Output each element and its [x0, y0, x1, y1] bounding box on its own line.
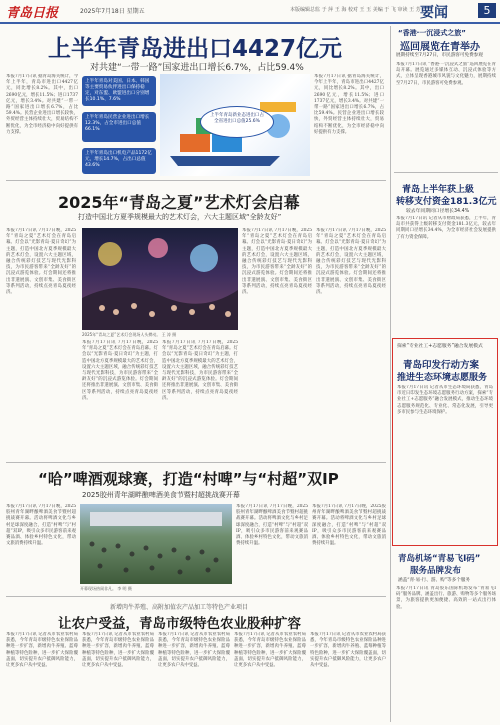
beer-body-col-1: 本报7月17日讯 7月17日晚，2025胶州青年湖畔酿啤酒美食节暨村超挑战赛开幕。活动将啤酒文化与乡村足球深度融合，打造“村啤”与“村超”双IP，吸引众多市民游客前来观赛品酒、体验乡村特色文化，带动文旅消费持续升温。 [6, 504, 76, 547]
arts-body-col-2: 本报7月17日讯 7月17日晚，2025年“青岛之夏”艺术灯会在青岛启幕。灯会以“光影青岛·夏日奇幻”为主题，打造中国北方夏季规模最大的艺术灯会，设置六大主题区域，融合传统彩灯技艺与现代光影科技，为市民游客带来“全龄友好”的沉浸式游览体验。灯会期间还将推出非遗展演、文创市集、美食街区等系列活动，持续点亮青岛夏夜经济。 [82, 340, 158, 401]
page-number: 5 [478, 3, 496, 18]
center-badge-text: 上半年青岛新业态进出口占全省进出口总值25.6% [210, 113, 264, 124]
center-badge [200, 106, 274, 138]
hk-kicker: “香港·一沉浸式之旅” [398, 29, 466, 37]
divider [6, 462, 386, 463]
issue-date: 2025年7月18日 星期五 [80, 8, 145, 15]
finance-headline: 青岛上半年获上級 [402, 185, 475, 195]
finance-headline-2: 转移支付资金181.3亿元 [396, 197, 497, 207]
highlighted-story-box [392, 338, 498, 546]
agri-body-col-5: 本报7月17日讯 记者从市农业农村局获悉，今年青岛市级特色农业保险品种进一步扩容，新增肉牛养殖、蓝莓种植等特色险种，进一步扩大保险覆盖面，切实提升农户抵御风险能力，让更多农户从中受益。 [310, 632, 386, 669]
airport-subtitle: 涵盖“青·易·行、游、购”等多个服务 [398, 578, 470, 583]
beer-body-col-2: 本报7月17日讯 7月17日晚，2025胶州青年湖畔酿啤酒美食节暨村超挑战赛开幕。活动将啤酒文化与乡村足球深度融合，打造“村啤”与“村超”双IP，吸引众多市民游客前来观赛品酒、体验乡村特色文化，带动文旅消费持续升温。 [236, 504, 308, 547]
info-box-2 [82, 112, 156, 142]
column-divider [390, 26, 391, 722]
lantern-photo-graphic [82, 228, 238, 330]
hk-subtitle: 展期持续至7月27日，市民游客可免费参观 [396, 53, 483, 58]
agri-body-col-2: 本报7月17日讯 记者从市农业农村局获悉，今年青岛市级特色农业保险品种进一步扩容，新增肉牛养殖、蓝莓种植等特色险种，进一步扩大保险覆盖面，切实提升农户抵御风险能力，让更多农户从中受益。 [82, 632, 154, 669]
eco-headline-2: 推进生态环境志愿服务 [397, 373, 488, 383]
lantern-photo [82, 228, 238, 330]
airport-headline: 青岛机场“青易飞I码” [398, 554, 481, 564]
lead-subtitle: 对共建“一带一路”国家进出口增长6.7%，占比59.4% [90, 63, 304, 73]
agri-body-col-1: 本报7月17日讯 记者从市农业农村局获悉，今年青岛市级特色农业保险品种进一步扩容，新增肉牛养殖、蓝莓种植等特色险种，进一步扩大保险覆盖面，切实提升农户抵御风险能力，让更多农户从中受益。 [6, 632, 78, 669]
lead-headline: 上半年青岛进出口4427亿元 [48, 36, 343, 62]
beer-festival-photo [80, 504, 232, 584]
beer-festival-photo-graphic [80, 504, 232, 584]
agri-body-col-3: 本报7月17日讯 记者从市农业农村局获悉，今年青岛市级特色农业保险品种进一步扩容，新增肉牛养殖、蓝莓种植等特色险种，进一步扩大保险覆盖面，切实提升农户抵御风险能力，让更多农户从中受益。 [158, 632, 230, 669]
editor-credits: 本版编辑总监 于 萍 王 海 校对 王 玉 美编 于 飞 审读 王 芳 [290, 7, 421, 13]
agri-body-col-4: 本报7月17日讯 记者从市农业农村局获悉，今年青岛市级特色农业保险品种进一步扩容，新增肉牛养殖、蓝莓种植等特色险种，进一步扩大保险覆盖面，切实提升农户抵御风险能力，让更多农户从中受益。 [234, 632, 306, 669]
section-title: 要闻 [420, 5, 448, 21]
divider [6, 180, 386, 181]
arts-headline: 2025年“青岛之夏”艺术灯会启幕 [58, 193, 300, 212]
hk-body: 本报7月17日讯 “香港·一沉浸式之旅”巡回展览在青岛开幕。展览通过多媒体互动、沉浸式体验等方式，立体呈现香港城市风貌与文化魅力，展期持续至7月27日，市民游客可免费参观。 [396, 62, 496, 86]
arts-body-col-5: 本报7月17日讯 7月17日晚，2025年“青岛之夏”艺术灯会在青岛启幕。灯会以“光影青岛·夏日奇幻”为主题，打造中国北方夏季规模最大的艺术灯会，设置六大主题区域，融合传统彩灯技艺与现代光影科技，为市民游客带来“全龄友好”的沉浸式游览体验。灯会期间还将推出非遗展演、文创市集、美食街区等系列活动，持续点亮青岛夏夜经济。 [316, 228, 386, 296]
info-box-1-text: 上半年青岛对美国、日本、韩国等主要贸易伙伴进出口保持稳定，对东盟、欧盟进出口分别增长10.1%、7.6% [85, 79, 150, 102]
lead-body-col-2: 本报7月17日讯 据青岛海关统计，今年上半年，青岛市进出口4427亿元，同比增长8.2%。其中，出口2690亿元，增长11.5%；进口1737亿元，增长3.4%。对共建“一带一路”国家进出口增长6.7%，占比59.4%。民营企业进出口增长较快，外贸经营主体持续壮大，贸易结构不断优化，为全市经济稳中向好提供有力支撑。 [314, 74, 384, 135]
divider [394, 172, 498, 173]
info-box-2-text: 上半年青岛民营企业进出口增长12.3%，占全市进出口总值66.1% [85, 115, 150, 132]
info-box-3-text: 上半年青岛出口机电产品1172亿元，增长14.7%，占出口总值43.6% [85, 151, 152, 168]
airport-body: 本报7月17日讯 青岛胶东国际机场发布“青易飞I码”服务品牌，涵盖出行、旅游、购物等多个服务场景，为旅客提供更加便捷、高效的一站式出行体验。 [396, 586, 496, 610]
beer-photo-caption: 开幕现场热闹非凡。 李 明 摄 [80, 586, 132, 591]
arts-body-col-3: 本报7月17日讯 7月17日晚，2025年“青岛之夏”艺术灯会在青岛启幕。灯会以“光影青岛·夏日奇幻”为主题，打造中国北方夏季规模最大的艺术灯会，设置六大主题区域，融合传统彩灯技艺与现代光影科技，为市民游客带来“全龄友好”的沉浸式游览体验。灯会期间还将推出非遗展演、文创市集、美食街区等系列活动，持续点亮青岛夏夜经济。 [162, 340, 238, 401]
finance-body: 本报7月17日讯 记者从市财政局获悉，上半年，青岛市共获得上级转移支付资金181.3亿元，较去年同期同口径增长34.4%，为全市经济社会发展提供了有力资金保障。 [396, 216, 496, 240]
lead-body-col-1: 本报7月17日讯 据青岛海关统计，今年上半年，青岛市进出口4427亿元，同比增长8.2%。其中，出口2690亿元，增长11.5%；进口1737亿元，增长3.4%。对共建“一带一路”国家进出口增长6.7%，占比59.4%。民营企业进出口增长较快，外贸经营主体持续壮大，贸易结构不断优化，为全市经济稳中向好提供有力支撑。 [6, 74, 78, 135]
info-box-3 [82, 148, 156, 174]
hk-headline: 巡回展览在青举办 [400, 42, 480, 53]
agri-kicker: 新增肉牛养殖、高附加值农产品加工等特色产业项目 [110, 604, 249, 611]
arts-body-col-4: 本报7月17日讯 7月17日晚，2025年“青岛之夏”艺术灯会在青岛启幕。灯会以“光影青岛·夏日奇幻”为主题，打造中国北方夏季规模最大的艺术灯会，设置六大主题区域，融合传统彩灯技艺与现代光影科技，为市民游客带来“全龄友好”的沉浸式游览体验。灯会期间还将推出非遗展演、文创市集、美食街区等系列活动，持续点亮青岛夏夜经济。 [242, 228, 312, 296]
beer-body-col-3: 本报7月17日讯 7月17日晚，2025胶州青年湖畔酿啤酒美食节暨村超挑战赛开幕。活动将啤酒文化与乡村足球深度融合，打造“村啤”与“村超”双IP，吸引众多市民游客前来观赛品酒、体验乡村特色文化，带动文旅消费持续升温。 [312, 504, 386, 547]
beer-subtitle: 2025胶州青年湖畔酿啤酒美食节暨村超挑战赛开幕 [82, 491, 240, 499]
arts-subtitle: 打造中国北方夏季规模最大的艺术灯会，六大主题区域“全龄友好” [78, 213, 282, 221]
divider [6, 596, 386, 597]
agri-headline: 让农户受益，青岛市级特色农业股种扩容 [58, 616, 301, 632]
lantern-photo-caption: 2025年“青岛之夏”艺术灯会现场人头攒动。 王 涛 摄 [82, 332, 177, 337]
eco-kicker: 探索“专业社工+志愿服务”融合发展模式 [397, 344, 483, 349]
info-box-1 [82, 76, 156, 106]
eco-body: 本报7月17日讯 记者从市生态环境局获悉，青岛市近日印发生态环境志愿服务行动方案，探索“专业社工+志愿服务”融合发展模式，推动生态环境志愿服务规范化、专业化、常态化发展，引导更多市民参与生态环境保护。 [397, 385, 493, 415]
eco-headline: 青岛印发行动方案 [403, 360, 480, 371]
arts-body-col-1: 本报7月17日讯 7月17日晚，2025年“青岛之夏”艺术灯会在青岛启幕。灯会以“光影青岛·夏日奇幻”为主题，打造中国北方夏季规模最大的艺术灯会，设置六大主题区域，融合传统彩灯技艺与现代光影科技，为市民游客带来“全龄友好”的沉浸式游览体验。灯会期间还将推出非遗展演、文创市集、美食街区等系列活动，持续点亮青岛夏夜经济。 [6, 228, 76, 296]
beer-headline: “哈”啤酒观球赛，打造“村啤”与“村超”双IP [38, 470, 339, 488]
newspaper-logo: 青岛日报 [6, 6, 59, 21]
airport-headline-2: 服务品牌发布 [410, 566, 462, 576]
finance-subtitle: 较去年同期同口径增长34.4% [406, 209, 470, 214]
